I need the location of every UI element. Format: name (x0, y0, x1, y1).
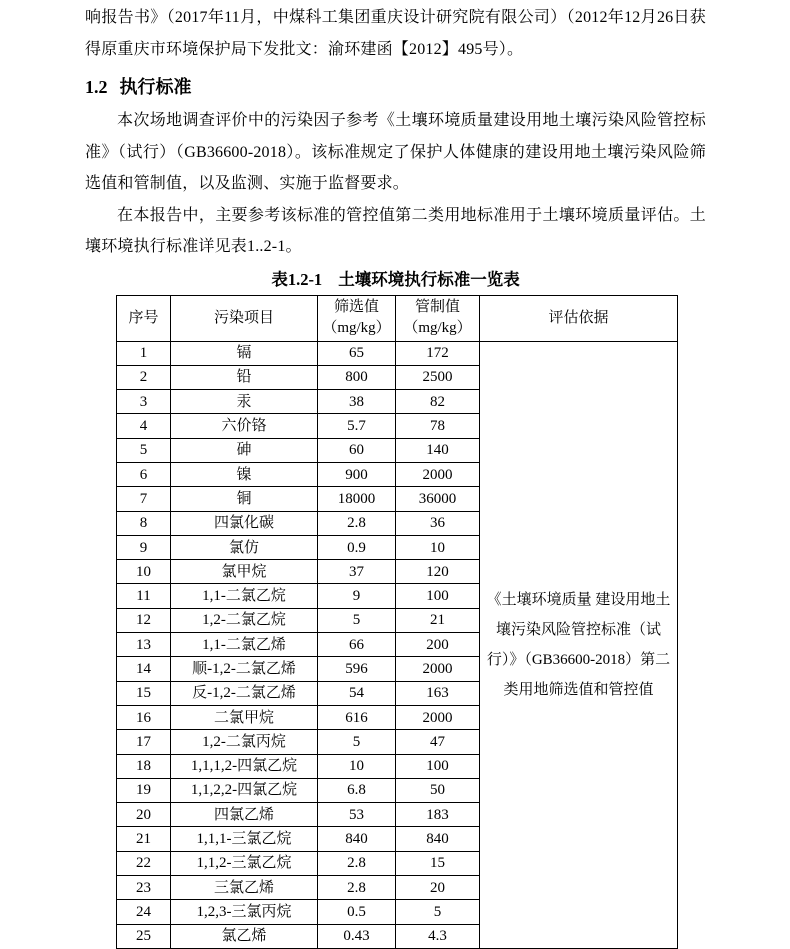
pollutant-cell: 1,1,2-三氯乙烷 (171, 851, 318, 875)
standards-table-body (117, 341, 678, 948)
screening-value-cell: 616 (318, 705, 396, 729)
control-value-cell: 5 (396, 900, 480, 924)
screening-value-cell: 800 (318, 365, 396, 389)
pollutant-cell: 氯甲烷 (171, 560, 318, 584)
screening-value-cell: 0.5 (318, 900, 396, 924)
pollutant-cell: 1,1-二氯乙烯 (171, 633, 318, 657)
pollutant-cell: 1,2-二氯丙烷 (171, 730, 318, 754)
header-cell-screening (318, 295, 396, 341)
control-value-cell: 50 (396, 778, 480, 802)
screening-value-cell: 5.7 (318, 414, 396, 438)
header-cell-basis (480, 295, 678, 341)
header-cell-pollutant (171, 295, 318, 341)
screening-value-cell: 2.8 (318, 876, 396, 900)
row-number-cell: 9 (117, 535, 171, 559)
control-value-cell: 36000 (396, 487, 480, 511)
row-number-cell: 1 (117, 341, 171, 365)
pollutant-cell: 四氯乙烯 (171, 803, 318, 827)
screening-value-cell: 0.9 (318, 535, 396, 559)
row-number-cell: 13 (117, 633, 171, 657)
control-value-cell: 36 (396, 511, 480, 535)
header-cell-control (396, 295, 480, 341)
control-value-cell: 15 (396, 851, 480, 875)
row-number-cell: 21 (117, 827, 171, 851)
table-caption (85, 267, 706, 293)
control-value-cell: 21 (396, 608, 480, 632)
section-heading (85, 73, 706, 101)
evaluation-basis-cell: 《土壤环境质量 建设用地土壤污染风险管控标准（试行）》（GB36600-2018）第二类用地筛选值和管控值 (480, 341, 678, 948)
row-number-cell: 8 (117, 511, 171, 535)
pollutant-cell: 1,1,2,2-四氯乙烷 (171, 778, 318, 802)
row-number-cell: 7 (117, 487, 171, 511)
pollutant-cell: 1,2,3-三氯丙烷 (171, 900, 318, 924)
pollutant-cell: 1,1,1-三氯乙烷 (171, 827, 318, 851)
screening-value-cell: 840 (318, 827, 396, 851)
control-value-cell: 20 (396, 876, 480, 900)
pollutant-cell: 汞 (171, 390, 318, 414)
screening-value-cell: 37 (318, 560, 396, 584)
row-number-cell: 25 (117, 924, 171, 948)
control-value-cell: 183 (396, 803, 480, 827)
screening-value-cell: 65 (318, 341, 396, 365)
screening-value-cell: 5 (318, 730, 396, 754)
row-number-cell: 17 (117, 730, 171, 754)
header-label: 评估依据 (548, 309, 609, 326)
pollutant-cell: 铜 (171, 487, 318, 511)
pollutant-cell: 二氯甲烷 (171, 705, 318, 729)
table-row (117, 341, 678, 365)
row-number-cell: 4 (117, 414, 171, 438)
control-value-cell: 82 (396, 390, 480, 414)
continuation-paragraph: 响报告书》（2017年11月，中煤科工集团重庆设计研究院有限公司）（2012年12月26日获得原重庆市环境保护局下发批文：渝环建函【2012】495号）。 (85, 9, 706, 58)
screening-value-cell: 38 (318, 390, 396, 414)
pollutant-cell: 六价铬 (171, 414, 318, 438)
control-value-cell: 120 (396, 560, 480, 584)
control-value-cell: 100 (396, 754, 480, 778)
header-cell-no (117, 295, 171, 341)
control-value-cell: 163 (396, 681, 480, 705)
row-number-cell: 2 (117, 365, 171, 389)
control-value-cell: 2000 (396, 657, 480, 681)
row-number-cell: 3 (117, 390, 171, 414)
pollutant-cell: 镉 (171, 341, 318, 365)
screening-value-cell: 60 (318, 438, 396, 462)
screening-value-cell: 53 (318, 803, 396, 827)
control-value-cell: 78 (396, 414, 480, 438)
pollutant-cell: 1,1-二氯乙烷 (171, 584, 318, 608)
header-unit: （mg/kg） (322, 320, 391, 336)
control-value-cell: 840 (396, 827, 480, 851)
row-number-cell: 20 (117, 803, 171, 827)
header-label: 序号 (128, 309, 159, 326)
pollutant-cell: 1,1,1,2-四氯乙烷 (171, 754, 318, 778)
row-number-cell: 12 (117, 608, 171, 632)
section-title: 执行标准 (119, 77, 192, 97)
standards-table (116, 295, 678, 949)
row-number-cell: 24 (117, 900, 171, 924)
row-number-cell: 18 (117, 754, 171, 778)
row-number-cell: 5 (117, 438, 171, 462)
screening-value-cell: 9 (318, 584, 396, 608)
body-paragraph-2: 在本报告中，主要参考该标准的管控值第二类用地标准用于土壤环境质量评估。土壤环境执行标准详见表1..2-1。 (85, 206, 706, 255)
pollutant-cell: 氯乙烯 (171, 924, 318, 948)
control-value-cell: 2000 (396, 462, 480, 486)
table-header-row (117, 295, 678, 341)
pollutant-cell: 氯仿 (171, 535, 318, 559)
pollutant-cell: 反-1,2-二氯乙烯 (171, 681, 318, 705)
pollutant-cell: 镍 (171, 462, 318, 486)
header-label: 污染项目 (213, 309, 274, 326)
pollutant-cell: 四氯化碳 (171, 511, 318, 535)
table-caption-label: 表1.2-1 (271, 269, 323, 289)
screening-value-cell: 0.43 (318, 924, 396, 948)
control-value-cell: 47 (396, 730, 480, 754)
row-number-cell: 11 (117, 584, 171, 608)
header-label: 筛选值 (333, 299, 379, 315)
row-number-cell: 10 (117, 560, 171, 584)
control-value-cell: 100 (396, 584, 480, 608)
control-value-cell: 4.3 (396, 924, 480, 948)
control-value-cell: 2500 (396, 365, 480, 389)
pollutant-cell: 铅 (171, 365, 318, 389)
row-number-cell: 19 (117, 778, 171, 802)
header-unit: （mg/kg） (403, 320, 472, 336)
pollutant-cell: 1,2-二氯乙烷 (171, 608, 318, 632)
screening-value-cell: 900 (318, 462, 396, 486)
screening-value-cell: 18000 (318, 487, 396, 511)
screening-value-cell: 6.8 (318, 778, 396, 802)
control-value-cell: 10 (396, 535, 480, 559)
control-value-cell: 2000 (396, 705, 480, 729)
table-caption-title: 土壤环境执行标准一览表 (338, 269, 520, 289)
pollutant-cell: 砷 (171, 438, 318, 462)
screening-value-cell: 10 (318, 754, 396, 778)
row-number-cell: 15 (117, 681, 171, 705)
pollutant-cell: 三氯乙烯 (171, 876, 318, 900)
screening-value-cell: 54 (318, 681, 396, 705)
pollutant-cell: 顺-1,2-二氯乙烯 (171, 657, 318, 681)
section-number: 1.2 (85, 77, 108, 97)
row-number-cell: 23 (117, 876, 171, 900)
control-value-cell: 172 (396, 341, 480, 365)
screening-value-cell: 596 (318, 657, 396, 681)
screening-value-cell: 2.8 (318, 851, 396, 875)
row-number-cell: 22 (117, 851, 171, 875)
control-value-cell: 200 (396, 633, 480, 657)
body-paragraph-1: 本次场地调查评价中的污染因子参考《土壤环境质量建设用地土壤污染风险管控标准》（试行）（GB36600-2018）。该标准规定了保护人体健康的建设用地土壤污染风险筛选值和管制值，以及监测、实施于监督要求。 (85, 112, 706, 192)
row-number-cell: 14 (117, 657, 171, 681)
screening-value-cell: 5 (318, 608, 396, 632)
screening-value-cell: 66 (318, 633, 396, 657)
row-number-cell: 6 (117, 462, 171, 486)
header-label: 管制值 (414, 299, 460, 315)
screening-value-cell: 2.8 (318, 511, 396, 535)
row-number-cell: 16 (117, 705, 171, 729)
control-value-cell: 140 (396, 438, 480, 462)
